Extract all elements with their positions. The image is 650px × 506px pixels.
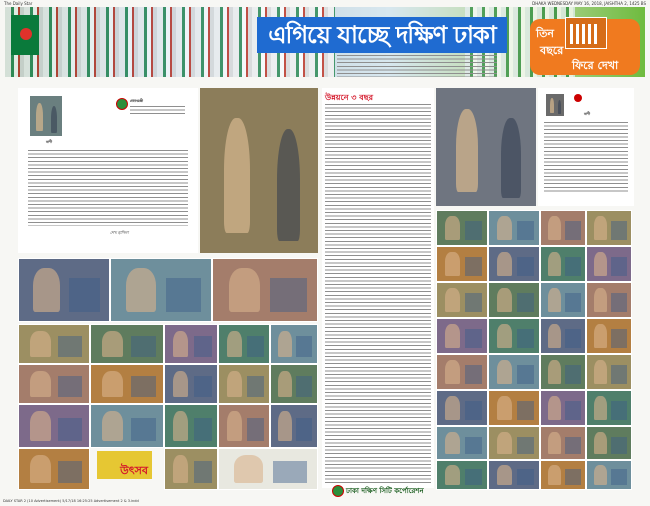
photo-grid-item xyxy=(488,246,540,282)
photo-grid-item xyxy=(270,324,318,364)
photo-grid-item xyxy=(540,460,586,490)
pm-message-text xyxy=(28,150,188,226)
govt-seal-icon xyxy=(116,98,128,110)
banner-headline: এগিয়ে যাচ্ছে দক্ষিণ ঢাকা xyxy=(257,17,507,53)
photo-grid-item xyxy=(488,354,540,390)
photo-grid-item xyxy=(540,210,586,246)
photo-grid-item xyxy=(110,258,212,322)
photo-grid-item xyxy=(540,390,586,426)
pm-caption: বাণী xyxy=(46,140,53,144)
achievements-column xyxy=(322,88,434,488)
pm-header-lines xyxy=(130,106,185,116)
masthead-date: DHAKA WEDNESDAY MAY 16, 2018, JAISHTHA 2, 1425 BS xyxy=(532,1,646,6)
achievements-text xyxy=(325,104,431,484)
pm-portrait xyxy=(30,96,62,136)
badge-line-1: তিন xyxy=(536,27,554,40)
badge-line-3: ফিরে দেখা xyxy=(572,59,619,72)
photo-grid-item xyxy=(18,364,90,404)
pm-message-panel xyxy=(18,88,198,253)
photo-grid-item xyxy=(270,404,318,448)
newspaper-clipping xyxy=(218,448,318,490)
photo-grid-item xyxy=(488,390,540,426)
photo-grid-item xyxy=(218,404,270,448)
photo-grid-item xyxy=(90,364,164,404)
top-banner xyxy=(5,7,645,77)
photo-grid-item xyxy=(586,318,632,354)
photo-grid-item xyxy=(540,282,586,318)
bangladesh-flag-icon xyxy=(11,15,39,55)
banner-subtext xyxy=(337,55,497,77)
photo-grid-item xyxy=(586,460,632,490)
photo-grid-item xyxy=(436,426,488,460)
photo-grid-item xyxy=(90,404,164,448)
photo-grid-item xyxy=(436,460,488,490)
photo-grid-item xyxy=(18,448,90,490)
photo-grid-item xyxy=(488,210,540,246)
photo-grid-item xyxy=(18,324,90,364)
photo-grid-item xyxy=(18,404,90,448)
photo-grid-item xyxy=(436,246,488,282)
photo-grid-item xyxy=(90,324,164,364)
photo-grid-item xyxy=(164,324,218,364)
photo-grid-item xyxy=(488,460,540,490)
pm-title: প্রধানমন্ত্রী xyxy=(130,99,144,103)
photo-grid-item xyxy=(488,282,540,318)
mayor-portrait xyxy=(546,94,564,116)
photo-grid-item xyxy=(586,354,632,390)
photo-grid-item xyxy=(218,364,270,404)
photo-grid-item xyxy=(164,404,218,448)
photo-grid-item xyxy=(586,210,632,246)
photo-grid-item xyxy=(436,282,488,318)
photo-grid-item xyxy=(586,246,632,282)
mayor-caption: বাণী xyxy=(584,112,591,116)
photo-grid-item xyxy=(436,390,488,426)
photo-grid-item xyxy=(540,246,586,282)
photo-grid-item xyxy=(586,426,632,460)
pm-signature: শেখ হাসিনা xyxy=(110,230,129,235)
photo-grid-item xyxy=(488,426,540,460)
photo-grid-item xyxy=(540,318,586,354)
mayor-message-panel xyxy=(538,88,634,206)
achievements-title: উন্নয়নে ৩ বছর xyxy=(325,93,373,102)
photo-grid-item xyxy=(164,364,218,404)
badge-line-2: বছরে xyxy=(540,44,564,57)
photo-grid-item xyxy=(212,258,318,322)
mayor-with-pm-photo xyxy=(200,88,318,253)
city-corporation-building-icon xyxy=(565,17,607,49)
photo-grid-item xyxy=(586,390,632,426)
footer-org-name: ঢাকা দক্ষিণ সিটি কর্পোরেশন xyxy=(346,487,424,495)
photo-grid-item xyxy=(540,354,586,390)
mayor-photo xyxy=(436,88,536,206)
photo-grid-item xyxy=(488,318,540,354)
photo-grid-item xyxy=(436,210,488,246)
photo-grid-item xyxy=(436,318,488,354)
festival-photo: উৎসব xyxy=(97,451,152,479)
photo-grid-item xyxy=(164,448,218,490)
photo-grid-item xyxy=(270,364,318,404)
mayor-message-text xyxy=(544,122,628,192)
masthead-paper: The Daily Star xyxy=(4,1,33,6)
photo-grid-item xyxy=(586,282,632,318)
photo-grid-item xyxy=(18,258,110,322)
dscc-footer-logo-icon xyxy=(332,485,344,497)
photo-grid-item xyxy=(540,426,586,460)
photo-grid-item xyxy=(218,324,270,364)
photo-grid-item xyxy=(436,354,488,390)
dscc-logo-icon xyxy=(574,94,582,102)
print-slug: DAILY STAR 2 (10 Advertisement) 5/17/18 16:25:25 Advertisement 2 & 3.indd xyxy=(3,499,139,503)
